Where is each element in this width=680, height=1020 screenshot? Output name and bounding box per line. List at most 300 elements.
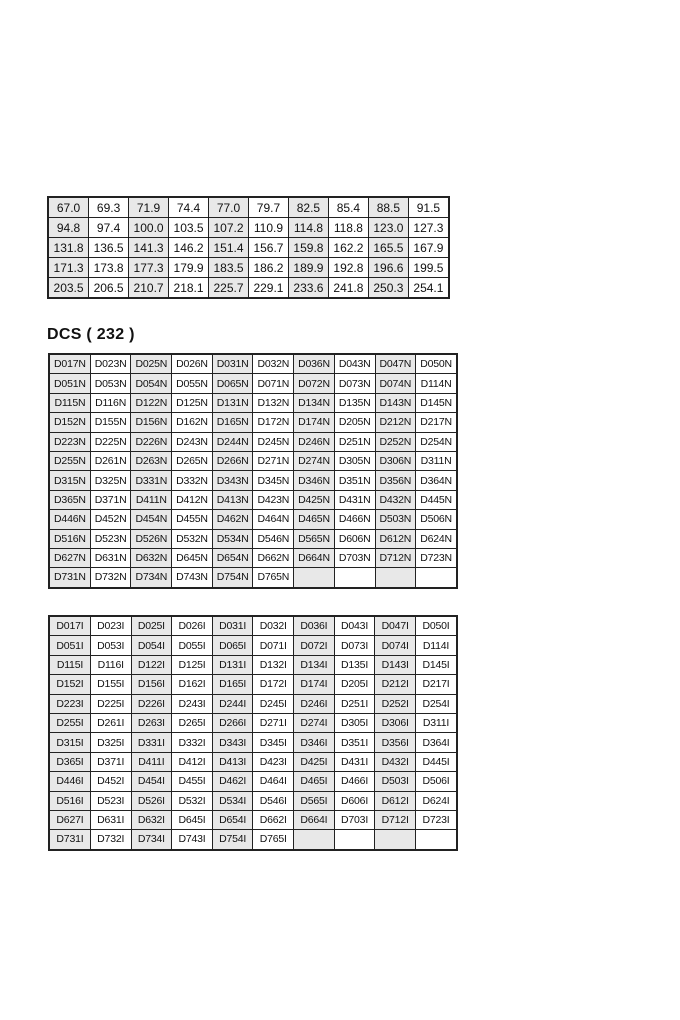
table-cell: D371I: [90, 752, 131, 771]
table-cell: D526N: [131, 529, 172, 548]
table-cell: D205I: [334, 675, 375, 694]
table-cell: D446I: [49, 772, 90, 791]
table-cell: D306I: [375, 713, 416, 732]
table-cell: D134I: [294, 655, 335, 674]
table-cell: 136.5: [89, 238, 129, 258]
table-cell: D032I: [253, 616, 294, 636]
dcs-title: DCS ( 232 ): [47, 326, 135, 343]
table-cell: D423I: [253, 752, 294, 771]
table-cell: D244N: [212, 432, 253, 451]
table-cell: D765I: [253, 830, 294, 850]
table-cell: D546N: [253, 529, 294, 548]
table-row: [49, 393, 457, 412]
table-cell: D065I: [212, 636, 253, 655]
table-cell: D053N: [90, 374, 131, 393]
table-cell: D217N: [416, 413, 457, 432]
table-cell: D423N: [253, 490, 294, 509]
table-cell: D050N: [416, 354, 457, 374]
table-cell: D225I: [90, 694, 131, 713]
table-cell: 107.2: [209, 218, 249, 238]
table-row: [49, 694, 457, 713]
table-cell: D054N: [131, 374, 172, 393]
table-cell: D134N: [294, 393, 335, 412]
table-cell: D455N: [172, 510, 213, 529]
table-cell: D332N: [172, 471, 213, 490]
table-cell: D516I: [49, 791, 90, 810]
table-cell: D431N: [334, 490, 375, 509]
table-row: [49, 374, 457, 393]
table-cell: D073N: [334, 374, 375, 393]
table-cell: [294, 568, 335, 588]
table-cell: D743N: [172, 568, 213, 588]
table-row: [49, 655, 457, 674]
table-cell: D631I: [90, 810, 131, 829]
table-cell: 114.8: [288, 218, 328, 238]
table-cell: D132I: [253, 655, 294, 674]
table-cell: D162N: [172, 413, 213, 432]
table-cell: D311N: [416, 451, 457, 470]
table-cell: D452I: [90, 772, 131, 791]
table-cell: D624N: [416, 529, 457, 548]
table-cell: D043I: [334, 616, 375, 636]
table-cell: D271I: [253, 713, 294, 732]
table-cell: D664I: [294, 810, 335, 829]
table-cell: D723N: [416, 548, 457, 567]
table-cell: D754N: [212, 568, 253, 588]
table-cell: 156.7: [248, 238, 288, 258]
table-cell: D071I: [253, 636, 294, 655]
table-cell: 141.3: [129, 238, 169, 258]
table-cell: D325I: [90, 733, 131, 752]
table-cell: 85.4: [328, 197, 368, 218]
table-cell: 82.5: [288, 197, 328, 218]
table-cell: D143I: [375, 655, 416, 674]
table-cell: D503N: [375, 510, 416, 529]
table-cell: D245I: [253, 694, 294, 713]
table-cell: D534N: [212, 529, 253, 548]
table-cell: D413N: [212, 490, 253, 509]
table-row: [48, 258, 449, 278]
table-cell: D731I: [49, 830, 90, 850]
table-cell: D246N: [294, 432, 335, 451]
table-cell: D036N: [294, 354, 335, 374]
table-row: [48, 218, 449, 238]
table-cell: D413I: [212, 752, 253, 771]
table-cell: 74.4: [169, 197, 209, 218]
table-cell: D125I: [172, 655, 213, 674]
table-cell: D252I: [375, 694, 416, 713]
table-cell: 91.5: [408, 197, 449, 218]
table-cell: D254N: [416, 432, 457, 451]
table-cell: D346I: [294, 733, 335, 752]
table-cell: D506N: [416, 510, 457, 529]
table-cell: D315N: [49, 471, 90, 490]
table-cell: 94.8: [48, 218, 89, 238]
ctcss-tone-table: [47, 196, 450, 299]
table-cell: D462I: [212, 772, 253, 791]
table-cell: D703I: [334, 810, 375, 829]
table-cell: D645N: [172, 548, 213, 567]
table-cell: 229.1: [248, 278, 288, 299]
table-cell: D432N: [375, 490, 416, 509]
table-cell: D243I: [172, 694, 213, 713]
table-cell: D152I: [49, 675, 90, 694]
table-cell: D025I: [131, 616, 172, 636]
table-cell: D606I: [334, 791, 375, 810]
table-cell: D023I: [90, 616, 131, 636]
table-cell: 110.9: [248, 218, 288, 238]
table-cell: D743I: [172, 830, 213, 850]
table-row: [49, 713, 457, 732]
table-cell: 71.9: [129, 197, 169, 218]
table-row: [49, 830, 457, 850]
table-cell: D627N: [49, 548, 90, 567]
table-cell: D031I: [212, 616, 253, 636]
table-cell: D343N: [212, 471, 253, 490]
table-cell: D156I: [131, 675, 172, 694]
table-cell: D162I: [172, 675, 213, 694]
table-cell: D174N: [294, 413, 335, 432]
table-cell: D122I: [131, 655, 172, 674]
table-cell: D532N: [172, 529, 213, 548]
table-cell: D051I: [49, 636, 90, 655]
table-cell: D246I: [294, 694, 335, 713]
table-cell: D261I: [90, 713, 131, 732]
table-row: [49, 791, 457, 810]
table-cell: 173.8: [89, 258, 129, 278]
table-cell: D356N: [375, 471, 416, 490]
table-cell: D026I: [172, 616, 213, 636]
table-cell: 218.1: [169, 278, 209, 299]
table-cell: D365N: [49, 490, 90, 509]
table-cell: D051N: [49, 374, 90, 393]
table-cell: D252N: [375, 432, 416, 451]
table-cell: D055I: [172, 636, 213, 655]
table-cell: [334, 568, 375, 588]
table-row: [49, 675, 457, 694]
table-cell: 203.5: [48, 278, 89, 299]
table-cell: D073I: [334, 636, 375, 655]
table-cell: 79.7: [248, 197, 288, 218]
table-cell: D263I: [131, 713, 172, 732]
table-cell: D145I: [416, 655, 458, 674]
table-row: [48, 238, 449, 258]
table-cell: D074N: [375, 374, 416, 393]
table-cell: D425I: [294, 752, 335, 771]
table-row: [49, 772, 457, 791]
table-cell: D452N: [90, 510, 131, 529]
table-cell: D017N: [49, 354, 90, 374]
table-cell: D036I: [294, 616, 335, 636]
table-cell: D627I: [49, 810, 90, 829]
table-cell: D023N: [90, 354, 131, 374]
table-cell: 146.2: [169, 238, 209, 258]
table-cell: D047I: [375, 616, 416, 636]
table-cell: 67.0: [48, 197, 89, 218]
table-cell: D664N: [294, 548, 335, 567]
table-cell: D631N: [90, 548, 131, 567]
table-row: [49, 451, 457, 470]
table-cell: [294, 830, 335, 850]
table-row: [49, 529, 457, 548]
table-cell: D174I: [294, 675, 335, 694]
table-cell: D411N: [131, 490, 172, 509]
table-row: [49, 568, 457, 588]
table-cell: D115I: [49, 655, 90, 674]
table-cell: D523I: [90, 791, 131, 810]
table-cell: D364I: [416, 733, 458, 752]
table-cell: D017I: [49, 616, 90, 636]
table-cell: D765N: [253, 568, 294, 588]
table-cell: D244I: [212, 694, 253, 713]
table-cell: D072N: [294, 374, 335, 393]
table-cell: 159.8: [288, 238, 328, 258]
table-cell: D132N: [253, 393, 294, 412]
table-cell: D516N: [49, 529, 90, 548]
table-cell: [375, 568, 416, 588]
table-cell: D114N: [416, 374, 457, 393]
table-cell: D274I: [294, 713, 335, 732]
table-row: [49, 616, 457, 636]
table-cell: D172I: [253, 675, 294, 694]
table-row: [48, 197, 449, 218]
table-cell: 77.0: [209, 197, 249, 218]
table-cell: D305I: [334, 713, 375, 732]
table-cell: D731N: [49, 568, 90, 588]
table-cell: D305N: [334, 451, 375, 470]
table-cell: D462N: [212, 510, 253, 529]
table-cell: D612I: [375, 791, 416, 810]
table-cell: D371N: [90, 490, 131, 509]
table-cell: D050I: [416, 616, 458, 636]
table-cell: 189.9: [288, 258, 328, 278]
dcs-normal-code-table: [48, 353, 458, 589]
table-cell: D074I: [375, 636, 416, 655]
table-cell: D411I: [131, 752, 172, 771]
table-cell: D632I: [131, 810, 172, 829]
table-cell: D266N: [212, 451, 253, 470]
table-cell: 233.6: [288, 278, 328, 299]
table-cell: D172N: [253, 413, 294, 432]
table-cell: D223N: [49, 432, 90, 451]
table-row: [49, 490, 457, 509]
table-cell: D503I: [375, 772, 416, 791]
table-row: [49, 810, 457, 829]
table-row: [49, 432, 457, 451]
table-cell: D131I: [212, 655, 253, 674]
table-cell: D565N: [294, 529, 335, 548]
table-cell: D654I: [212, 810, 253, 829]
table-cell: D365I: [49, 752, 90, 771]
table-row: [49, 471, 457, 490]
table-cell: D055N: [172, 374, 213, 393]
table-cell: D226I: [131, 694, 172, 713]
table-cell: D654N: [212, 548, 253, 567]
table-cell: D155I: [90, 675, 131, 694]
table-cell: D712N: [375, 548, 416, 567]
table-row: [49, 733, 457, 752]
table-cell: 131.8: [48, 238, 89, 258]
table-cell: D065N: [212, 374, 253, 393]
table-cell: 192.8: [328, 258, 368, 278]
table-cell: D624I: [416, 791, 458, 810]
table-cell: D454I: [131, 772, 172, 791]
table-cell: D263N: [131, 451, 172, 470]
table-cell: 167.9: [408, 238, 449, 258]
table-cell: D156N: [131, 413, 172, 432]
table-cell: D217I: [416, 675, 458, 694]
table-cell: 97.4: [89, 218, 129, 238]
table-cell: D523N: [90, 529, 131, 548]
table-cell: D255I: [49, 713, 90, 732]
table-cell: D445N: [416, 490, 457, 509]
table-cell: D071N: [253, 374, 294, 393]
table-cell: D351N: [334, 471, 375, 490]
table-cell: D047N: [375, 354, 416, 374]
table-cell: D255N: [49, 451, 90, 470]
table-cell: 123.0: [368, 218, 408, 238]
table-cell: D053I: [90, 636, 131, 655]
table-cell: D243N: [172, 432, 213, 451]
table-cell: D723I: [416, 810, 458, 829]
table-cell: D466I: [334, 772, 375, 791]
table-row: [49, 636, 457, 655]
table-cell: D412I: [172, 752, 213, 771]
table-cell: D734N: [131, 568, 172, 588]
table-cell: 88.5: [368, 197, 408, 218]
table-cell: 183.5: [209, 258, 249, 278]
table-cell: D043N: [334, 354, 375, 374]
table-cell: 250.3: [368, 278, 408, 299]
table-cell: D526I: [131, 791, 172, 810]
table-cell: D532I: [172, 791, 213, 810]
table-cell: D131N: [212, 393, 253, 412]
table-cell: D343I: [212, 733, 253, 752]
table-cell: D431I: [334, 752, 375, 771]
table-cell: D612N: [375, 529, 416, 548]
table-cell: D135N: [334, 393, 375, 412]
table-cell: 225.7: [209, 278, 249, 299]
table-cell: D346N: [294, 471, 335, 490]
table-cell: D606N: [334, 529, 375, 548]
table-cell: D245N: [253, 432, 294, 451]
table-cell: 100.0: [129, 218, 169, 238]
table-cell: D306N: [375, 451, 416, 470]
table-cell: D165I: [212, 675, 253, 694]
table-cell: D425N: [294, 490, 335, 509]
table-cell: 171.3: [48, 258, 89, 278]
table-cell: [416, 568, 457, 588]
table-cell: D534I: [212, 791, 253, 810]
table-cell: D032N: [253, 354, 294, 374]
table-cell: D205N: [334, 413, 375, 432]
table-cell: 162.2: [328, 238, 368, 258]
table-cell: D662I: [253, 810, 294, 829]
table-cell: D645I: [172, 810, 213, 829]
table-cell: D266I: [212, 713, 253, 732]
table-cell: D732I: [90, 830, 131, 850]
table-cell: D072I: [294, 636, 335, 655]
table-cell: D225N: [90, 432, 131, 451]
table-cell: D135I: [334, 655, 375, 674]
table-cell: 196.6: [368, 258, 408, 278]
table-row: [48, 278, 449, 299]
table-cell: D251I: [334, 694, 375, 713]
table-cell: 179.9: [169, 258, 209, 278]
dcs-inverted-code-table: [48, 615, 458, 851]
table-cell: D143N: [375, 393, 416, 412]
table-cell: D466N: [334, 510, 375, 529]
table-cell: D274N: [294, 451, 335, 470]
table-cell: D325N: [90, 471, 131, 490]
table-cell: D632N: [131, 548, 172, 567]
table-cell: D565I: [294, 791, 335, 810]
table-cell: D445I: [416, 752, 458, 771]
table-row: [49, 548, 457, 567]
table-cell: D351I: [334, 733, 375, 752]
table-row: [49, 752, 457, 771]
table-cell: D703N: [334, 548, 375, 567]
table-cell: 254.1: [408, 278, 449, 299]
table-cell: D432I: [375, 752, 416, 771]
table-cell: D026N: [172, 354, 213, 374]
table-cell: D734I: [131, 830, 172, 850]
table-cell: D465I: [294, 772, 335, 791]
table-cell: D311I: [416, 713, 458, 732]
table-cell: 151.4: [209, 238, 249, 258]
table-cell: D031N: [212, 354, 253, 374]
table-cell: 118.8: [328, 218, 368, 238]
table-cell: D025N: [131, 354, 172, 374]
table-cell: 186.2: [248, 258, 288, 278]
table-cell: 177.3: [129, 258, 169, 278]
table-cell: D212I: [375, 675, 416, 694]
table-cell: D212N: [375, 413, 416, 432]
table-cell: 241.8: [328, 278, 368, 299]
table-cell: D116I: [90, 655, 131, 674]
table-row: [49, 510, 457, 529]
table-cell: D114I: [416, 636, 458, 655]
table-cell: D506I: [416, 772, 458, 791]
table-cell: 69.3: [89, 197, 129, 218]
table-cell: 206.5: [89, 278, 129, 299]
table-cell: D271N: [253, 451, 294, 470]
table-cell: D464I: [253, 772, 294, 791]
table-cell: D465N: [294, 510, 335, 529]
table-cell: D054I: [131, 636, 172, 655]
table-cell: D223I: [49, 694, 90, 713]
table-cell: D446N: [49, 510, 90, 529]
table-cell: 127.3: [408, 218, 449, 238]
table-cell: [375, 830, 416, 850]
table-cell: D754I: [212, 830, 253, 850]
table-cell: D226N: [131, 432, 172, 451]
table-cell: D265I: [172, 713, 213, 732]
table-cell: D261N: [90, 451, 131, 470]
table-cell: [416, 830, 458, 850]
table-cell: D662N: [253, 548, 294, 567]
table-cell: D345N: [253, 471, 294, 490]
table-cell: D455I: [172, 772, 213, 791]
table-cell: D254I: [416, 694, 458, 713]
table-cell: D345I: [253, 733, 294, 752]
table-cell: 103.5: [169, 218, 209, 238]
table-cell: D454N: [131, 510, 172, 529]
table-cell: 210.7: [129, 278, 169, 299]
table-cell: D712I: [375, 810, 416, 829]
table-cell: 199.5: [408, 258, 449, 278]
table-cell: D364N: [416, 471, 457, 490]
